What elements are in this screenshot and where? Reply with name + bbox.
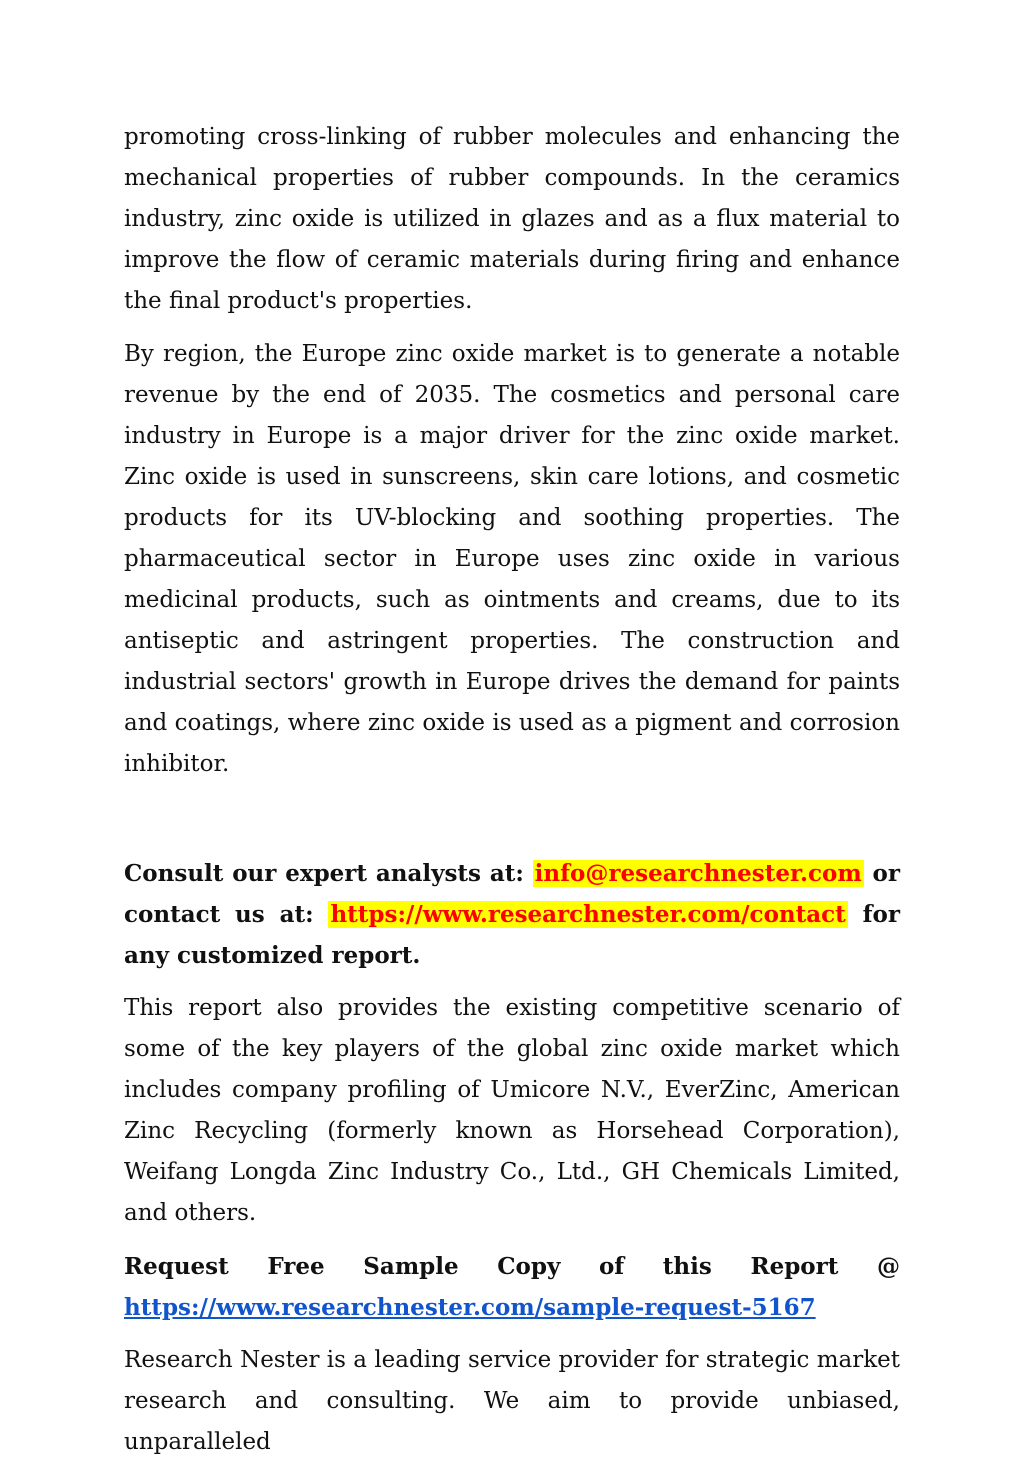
paragraph-key-players: This report also provides the existing competitive scenario of some of the key players of the global zinc oxide market which includes company profiling of Umicore N.V., EverZinc, American Zinc Recycling (formerly known as Horsehead Corporation), Weifang Longda Zinc Industry Co., Ltd., GH Chemicals Limited, and others. — [124, 995, 900, 1226]
consult-suffix: for any customized report. — [124, 901, 900, 969]
paragraph-about-research-nester: Research Nester is a leading service provider for strategic market research and consulting. We aim to provide unbiased, unparalleled — [124, 1347, 900, 1455]
request-sample-paragraph — [124, 1246, 900, 1328]
contact-link[interactable]: https://www.researchnester.com/contact — [330, 901, 846, 928]
consult-middle: or contact us at: — [124, 860, 900, 928]
consult-prefix: Consult our expert analysts at: — [124, 860, 524, 887]
paragraph-europe-region: By region, the Europe zinc oxide market is to generate a notable revenue by the end of 2035. The cosmetics and personal care industry in Europe is a major driver for the zinc oxide market. Zinc oxide is used in sunscreens, skin care lotions, and cosmetic products for its UV-blocking and soothing properties. The pharmaceutical sector in Europe uses zinc oxide in various medicinal products, such as ointments and creams, due to its antiseptic and astringent properties. The construction and industrial sectors' growth in Europe drives the demand for paints and coatings, where zinc oxide is used as a pigment and corrosion inhibitor. — [124, 341, 900, 777]
document-page — [124, 117, 900, 1463]
consult-paragraph — [124, 853, 900, 976]
sample-request-link[interactable]: https://www.researchnester.com/sample-request-5167 — [124, 1294, 816, 1321]
email-link[interactable]: info@researchnester.com — [534, 860, 862, 887]
request-sample-label: Request Free Sample Copy of this Report @ — [124, 1253, 900, 1280]
paragraph-rubber-ceramics: promoting cross-linking of rubber molecules and enhancing the mechanical properties of rubber compounds. In the ceramics industry, zinc oxide is utilized in glazes and as a flux material to improve the flow of ceramic materials during firing and enhance the final product's properties. — [124, 124, 900, 314]
